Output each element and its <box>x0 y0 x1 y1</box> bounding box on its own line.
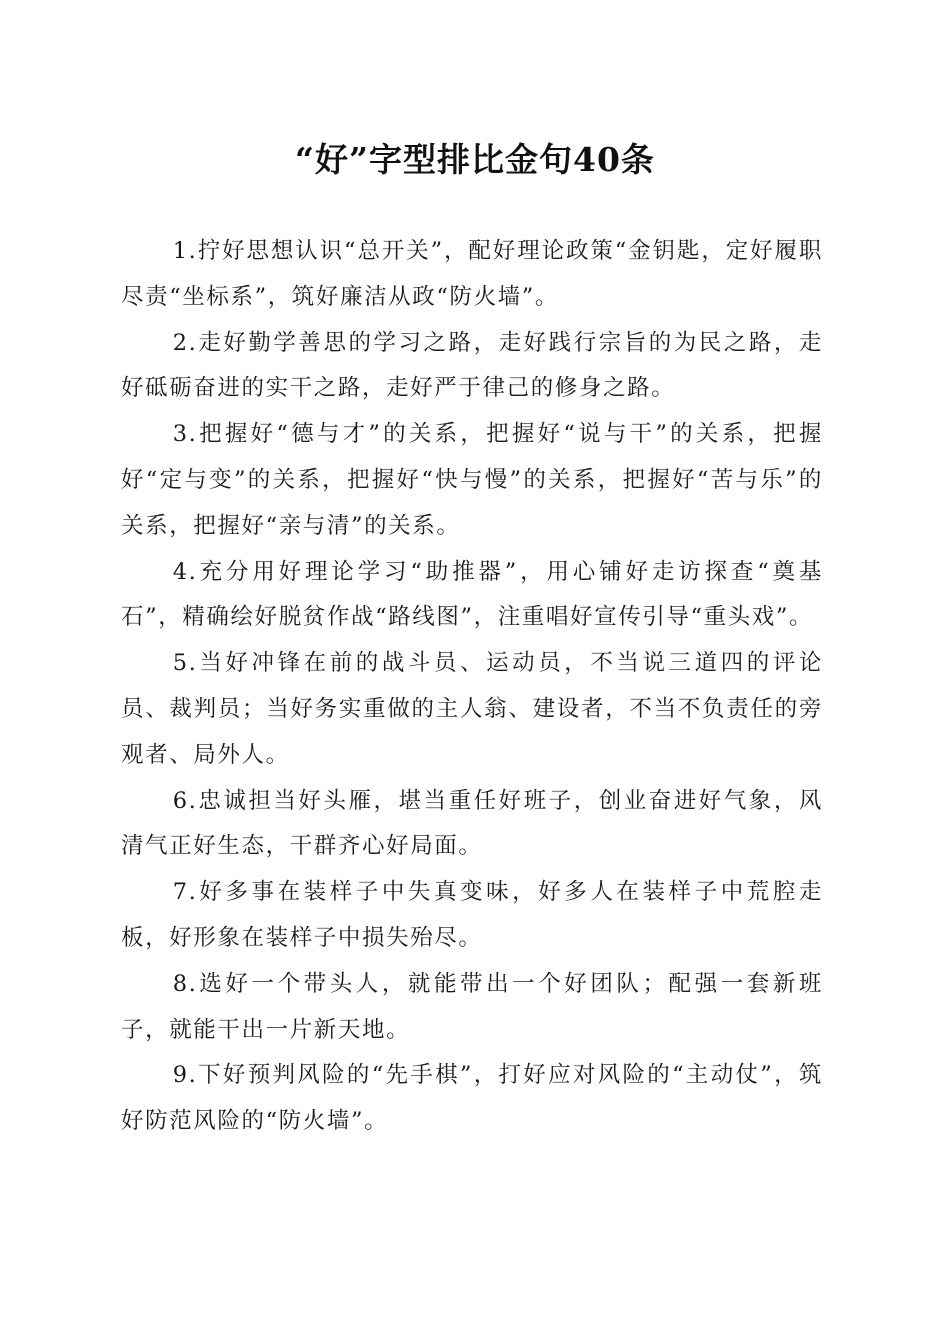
document-body <box>121 229 823 1145</box>
paragraph-5: 5.当好冲锋在前的战斗员、运动员，不当说三道四的评论员、裁判员；当好务实重做的主人翁、建设者，不当不负责任的旁观者、局外人。 <box>121 650 823 768</box>
paragraph-9: 9.下好预判风险的“先手棋”，打好应对风险的“主动仗”，筑好防范风险的“防火墙”。 <box>121 1062 823 1135</box>
paragraph-7: 7.好多事在装样子中失真变味，好多人在装样子中荒腔走板，好形象在装样子中损失殆尽。 <box>121 879 823 951</box>
paragraph-3: 3.把握好“德与才”的关系，把握好“说与干”的关系，把握好“定与变”的关系，把握好“快与慢”的关系，把握好“苦与乐”的关系，把握好“亲与清”的关系。 <box>121 421 823 539</box>
paragraph-6: 6.忠诚担当好头雁，堪当重任好班子，创业奋进好气象，风清气正好生态，干群齐心好局面。 <box>121 787 823 860</box>
paragraph-4: 4.充分用好理论学习“助推器”，用心铺好走访探查“奠基石”，精确绘好脱贫作战“路线图”，注重唱好宣传引导“重头戏”。 <box>121 558 823 631</box>
paragraph-2: 2.走好勤学善思的学习之路，走好践行宗旨的为民之路，走好砥砺奋进的实干之路，走好严于律己的修身之路。 <box>121 329 823 402</box>
paragraph-1: 1.拧好思想认识“总开关”，配好理论政策“金钥匙，定好履职尽责“坐标系”，筑好廉洁从政“防火墙”。 <box>121 238 823 310</box>
document-title: “好”字型排比金句40条 <box>295 140 655 179</box>
paragraph-8: 8.选好一个带头人，就能带出一个好团队；配强一套新班子，就能干出一片新天地。 <box>121 970 823 1043</box>
